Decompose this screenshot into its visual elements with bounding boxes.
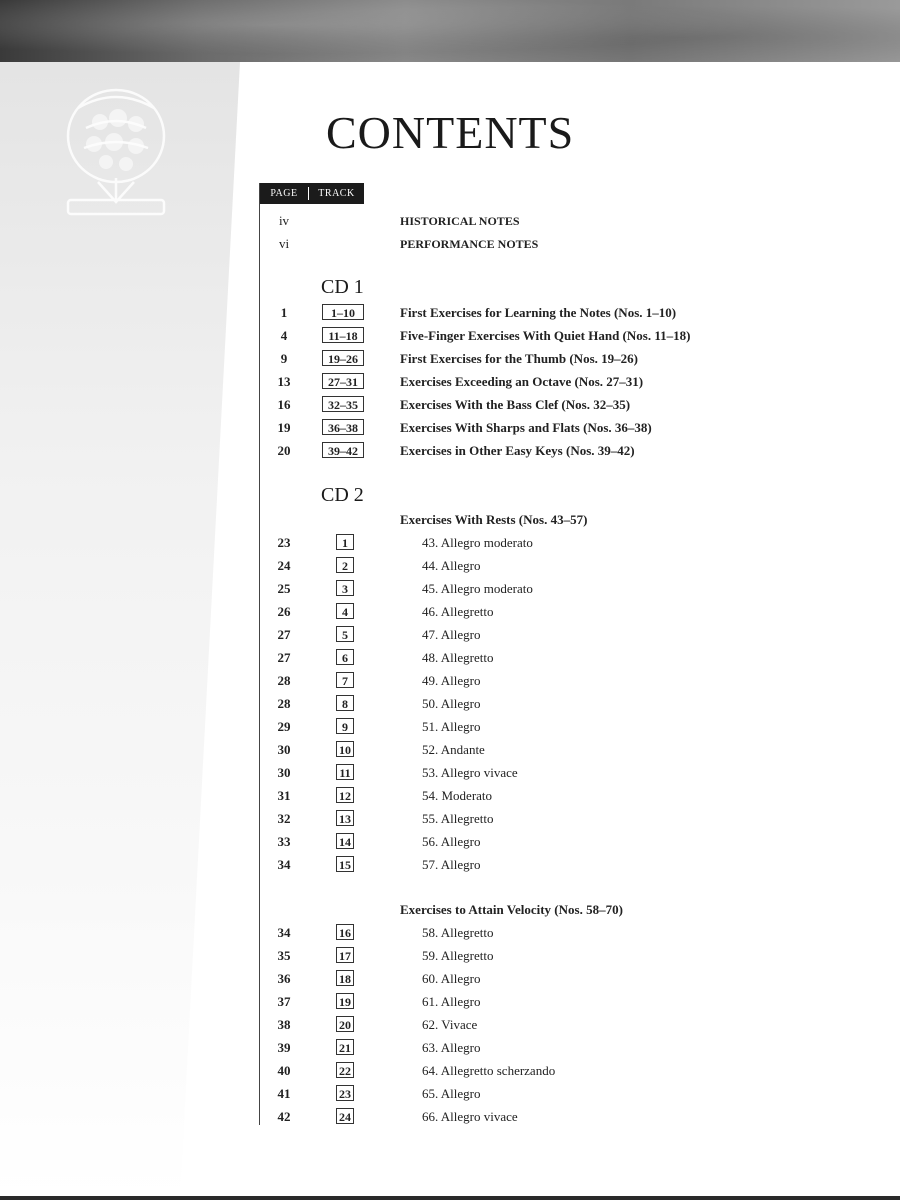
toc-row — [260, 326, 820, 346]
publisher-emblem-icon — [56, 78, 176, 228]
page-number: 25 — [277, 581, 291, 596]
toc-row — [260, 234, 820, 254]
track-box: 22 — [336, 1062, 354, 1078]
page-column-label: PAGE — [260, 187, 309, 200]
track-box: 23 — [336, 1085, 354, 1101]
page-number: 38 — [277, 1017, 291, 1032]
toc-row — [260, 923, 820, 943]
page-number: 27 — [277, 627, 291, 642]
entry-title: Exercises With the Bass Clef (Nos. 32–35) — [400, 397, 631, 412]
entry-title: 64. Allegretto scherzando — [422, 1063, 556, 1078]
toc-row — [260, 855, 820, 875]
toc-row — [260, 809, 820, 829]
track-box: 9 — [336, 718, 354, 734]
entry-title: First Exercises for Learning the Notes (Nos. 1–10) — [400, 305, 677, 320]
entry-title: 49. Allegro — [422, 673, 481, 688]
page-number: iv — [278, 213, 290, 228]
page-number: 34 — [277, 925, 291, 940]
track-box: 39–42 — [322, 442, 364, 458]
top-banner — [0, 0, 900, 62]
toc-row — [260, 1015, 820, 1035]
track-box: 14 — [336, 833, 354, 849]
toc-row — [260, 625, 820, 645]
entry-title: HISTORICAL NOTES — [400, 214, 520, 228]
track-column-label: TRACK — [318, 188, 355, 199]
entry-title: 57. Allegro — [422, 857, 481, 872]
page-number: 37 — [277, 994, 291, 1009]
toc-row — [260, 694, 820, 714]
track-box: 15 — [336, 856, 354, 872]
toc-row — [260, 763, 820, 783]
toc-row — [260, 1038, 820, 1058]
page-number: 28 — [277, 696, 291, 711]
page-number: 33 — [277, 834, 291, 849]
toc-row — [260, 648, 820, 668]
entry-title: 59. Allegretto — [422, 948, 494, 963]
toc-row — [260, 211, 820, 231]
track-box: 19 — [336, 993, 354, 1009]
page-number: 32 — [277, 811, 291, 826]
page-number: 39 — [277, 1040, 291, 1055]
entry-title: 65. Allegro — [422, 1086, 481, 1101]
toc-row — [260, 992, 820, 1012]
entry-title: First Exercises for the Thumb (Nos. 19–26) — [400, 351, 638, 366]
page-number: 16 — [277, 397, 291, 412]
page-number: 19 — [277, 420, 291, 435]
toc-row — [260, 395, 820, 415]
toc-row — [260, 717, 820, 737]
page-number: 34 — [277, 857, 291, 872]
page-number: 27 — [277, 650, 291, 665]
page-number: vi — [278, 236, 290, 251]
page-number: 30 — [277, 742, 291, 757]
page-number: 36 — [277, 971, 291, 986]
track-box: 6 — [336, 649, 354, 665]
track-box: 13 — [336, 810, 354, 826]
section-heading-row — [260, 900, 820, 920]
page-number: 30 — [277, 765, 291, 780]
toc-row — [260, 1061, 820, 1081]
toc-row — [260, 418, 820, 438]
track-box: 1–10 — [322, 304, 364, 320]
toc-row — [260, 786, 820, 806]
entry-title: 43. Allegro moderato — [422, 535, 533, 550]
entry-title: 48. Allegretto — [422, 650, 494, 665]
track-box: 17 — [336, 947, 354, 963]
toc-row — [260, 740, 820, 760]
track-box: 12 — [336, 787, 354, 803]
page-number: 28 — [277, 673, 291, 688]
page-number: 29 — [277, 719, 291, 734]
toc-row — [260, 671, 820, 691]
entry-title: 63. Allegro — [422, 1040, 481, 1055]
toc-row — [260, 579, 820, 599]
entry-title: 66. Allegro vivace — [422, 1109, 518, 1124]
column-header — [260, 183, 364, 204]
track-box: 11–18 — [322, 327, 364, 343]
track-box: 7 — [336, 672, 354, 688]
toc-row — [260, 1084, 820, 1104]
toc-row — [260, 349, 820, 369]
toc-row — [260, 533, 820, 553]
entry-title: Exercises in Other Easy Keys (Nos. 39–42) — [400, 443, 635, 458]
page-number: 23 — [277, 535, 291, 550]
page-number: 4 — [280, 328, 288, 343]
entry-title: 54. Moderato — [422, 788, 493, 803]
side-panel — [0, 62, 260, 1200]
page-number: 24 — [277, 558, 291, 573]
toc-row — [260, 372, 820, 392]
entry-title: 46. Allegretto — [422, 604, 494, 619]
page-number: 1 — [280, 305, 288, 320]
page-number: 42 — [277, 1109, 291, 1124]
page-number: 35 — [277, 948, 291, 963]
track-box: 27–31 — [322, 373, 364, 389]
track-box: 20 — [336, 1016, 354, 1032]
track-box: 11 — [336, 764, 354, 780]
track-box: 5 — [336, 626, 354, 642]
track-box: 16 — [336, 924, 354, 940]
entry-title: 58. Allegretto — [422, 925, 494, 940]
cd2-heading: CD 2 — [321, 484, 364, 506]
bottom-rule — [0, 1196, 900, 1200]
page-number: 40 — [277, 1063, 291, 1078]
page-number: 13 — [277, 374, 291, 389]
entry-title: Five-Finger Exercises With Quiet Hand (Nos. 11–18) — [400, 328, 691, 343]
section-title: Exercises With Rests (Nos. 43–57) — [400, 512, 588, 527]
toc-row — [260, 946, 820, 966]
page-number: 20 — [277, 443, 291, 458]
entry-title: 47. Allegro — [422, 627, 481, 642]
page-number: 9 — [280, 351, 288, 366]
toc-row — [260, 1107, 820, 1127]
track-box: 21 — [336, 1039, 354, 1055]
entry-title: 62. Vivace — [422, 1017, 478, 1032]
entry-title: 61. Allegro — [422, 994, 481, 1009]
track-box: 2 — [336, 557, 354, 573]
toc-row — [260, 602, 820, 622]
section-heading-row — [260, 510, 820, 530]
toc-row — [260, 556, 820, 576]
entry-title: 55. Allegretto — [422, 811, 494, 826]
page-title: CONTENTS — [326, 107, 575, 158]
entry-title: 51. Allegro — [422, 719, 481, 734]
entry-title: 52. Andante — [422, 742, 485, 757]
track-box: 1 — [336, 534, 354, 550]
track-box: 19–26 — [322, 350, 364, 366]
entry-title: 44. Allegro — [422, 558, 481, 573]
entry-title: 45. Allegro moderato — [422, 581, 533, 596]
entry-title: Exercises With Sharps and Flats (Nos. 36–38) — [400, 420, 652, 435]
track-box: 32–35 — [322, 396, 364, 412]
toc-row — [260, 441, 820, 461]
track-box: 8 — [336, 695, 354, 711]
entry-title: Exercises Exceeding an Octave (Nos. 27–31) — [400, 374, 644, 389]
toc-row — [260, 832, 820, 852]
page-number: 41 — [277, 1086, 291, 1101]
cd1-heading: CD 1 — [321, 276, 364, 298]
track-box: 24 — [336, 1108, 354, 1124]
section-title: Exercises to Attain Velocity (Nos. 58–70) — [400, 902, 623, 917]
toc-row — [260, 969, 820, 989]
entry-title: 53. Allegro vivace — [422, 765, 518, 780]
track-box: 10 — [336, 741, 354, 757]
track-box: 36–38 — [322, 419, 364, 435]
entry-title: 50. Allegro — [422, 696, 481, 711]
entry-title: 60. Allegro — [422, 971, 481, 986]
page-number: 26 — [277, 604, 291, 619]
entry-title: 56. Allegro — [422, 834, 481, 849]
toc-row — [260, 303, 820, 323]
entry-title: PERFORMANCE NOTES — [400, 237, 539, 251]
track-box: 3 — [336, 580, 354, 596]
page-number: 31 — [277, 788, 291, 803]
track-box: 18 — [336, 970, 354, 986]
track-box: 4 — [336, 603, 354, 619]
